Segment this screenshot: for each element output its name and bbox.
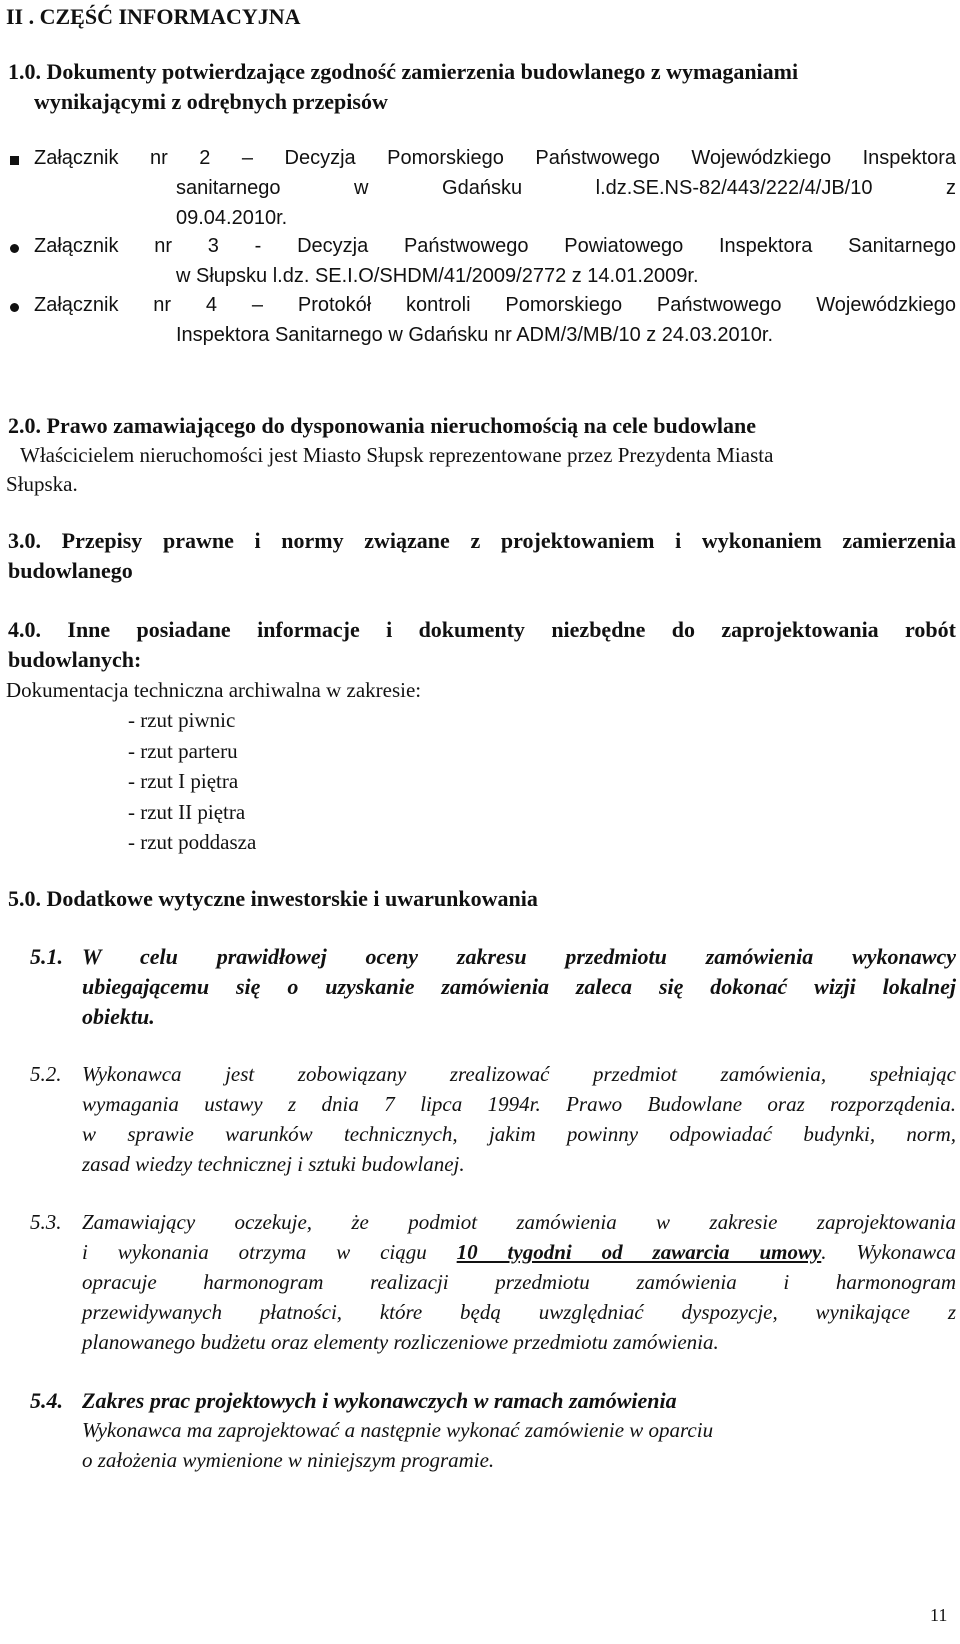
deadline-emphasis: 10 tygodni od zawarcia umowy bbox=[456, 1240, 822, 1264]
paragraph-5-1-number: 5.1. bbox=[30, 944, 63, 969]
section-3-heading-line2: budowlanego bbox=[8, 558, 133, 583]
section-2-text-line2: Słupska. bbox=[6, 472, 78, 496]
paragraph-5-3-line2-end: . Wykonawca bbox=[821, 1240, 956, 1264]
paragraph-5-3-line2-start: i wykonania otrzyma w ciągu bbox=[82, 1240, 457, 1264]
paragraph-5-3-line1: Zamawiający oczekuje, że podmiot zamówienia w zakresie zaprojektowania bbox=[82, 1210, 956, 1234]
attachment-3-line1: Załącznik nr 3 - Decyzja Państwowego Powiatowego Inspektora Sanitarnego bbox=[34, 235, 956, 257]
attachment-2-line3: 09.04.2010r. bbox=[176, 207, 288, 229]
section-4-heading-line1: 4.0. Inne posiadane informacje i dokumenty niezbędne do zaprojektowania robót bbox=[8, 617, 956, 642]
dot-bullet-icon bbox=[10, 244, 19, 253]
section-1-heading-line2: wynikającymi z odrębnych przepisów bbox=[34, 89, 388, 114]
paragraph-5-2-line4: zasad wiedzy technicznej i sztuki budowlanej. bbox=[82, 1152, 465, 1176]
paragraph-5-2-line1: Wykonawca jest zobowiązany zrealizować przedmiot zamówienia, spełniając bbox=[82, 1062, 956, 1086]
dot-bullet-icon bbox=[10, 303, 19, 312]
section-2-text-line1: Właścicielem nieruchomości jest Miasto Słupsk reprezentowane przez Prezydenta Miasta bbox=[20, 443, 774, 467]
list-item: - rzut I piętra bbox=[128, 769, 239, 793]
attachment-4-line2: Inspektora Sanitarnego w Gdańsku nr ADM/3/MB/10 z 24.03.2010r. bbox=[176, 324, 774, 346]
attachment-2-line2: sanitarnego w Gdańsku l.dz.SE.NS-82/443/222/4/JB/10 z bbox=[176, 177, 956, 199]
paragraph-5-4-line1: Wykonawca ma zaprojektować a następnie wykonać zamówienie w oparciu bbox=[82, 1418, 714, 1442]
paragraph-5-1-line1: W celu prawidłowej oceny zakresu przedmiotu zamówienia wykonawcy bbox=[82, 944, 956, 969]
paragraph-5-1-line3: obiektu. bbox=[82, 1004, 155, 1029]
paragraph-5-3-line5: planowanego budżetu oraz elementy rozliczeniowe przedmiotu zamówienia. bbox=[82, 1330, 719, 1354]
attachment-4-line1: Załącznik nr 4 – Protokół kontroli Pomorskiego Państwowego Wojewódzkiego bbox=[34, 294, 956, 316]
list-item: - rzut II piętra bbox=[128, 800, 246, 824]
section-2-heading: 2.0. Prawo zamawiającego do dysponowania nieruchomością na cele budowlane bbox=[8, 413, 756, 438]
square-bullet-icon bbox=[10, 156, 19, 165]
paragraph-5-4-number: 5.4. bbox=[30, 1388, 63, 1413]
list-item: - rzut piwnic bbox=[128, 708, 236, 732]
paragraph-5-2-number: 5.2. bbox=[30, 1062, 62, 1086]
section-1-heading-line1: 1.0. Dokumenty potwierdzające zgodność zamierzenia budowlanego z wymaganiami bbox=[8, 59, 799, 84]
paragraph-5-2-line2: wymagania ustawy z dnia 7 lipca 1994r. Prawo Budowlane oraz rozporządenia. bbox=[82, 1092, 956, 1116]
attachment-3-line2: w Słupsku l.dz. SE.I.O/SHDM/41/2009/2772 z 14.01.2009r. bbox=[176, 265, 699, 287]
list-item: - rzut poddasza bbox=[128, 830, 257, 854]
paragraph-5-4-heading: Zakres prac projektowych i wykonawczych w ramach zamówienia bbox=[82, 1388, 677, 1413]
paragraph-5-1-line2: ubiegającemu się o uzyskanie zamówienia zaleca się dokonać wizji lokalnej bbox=[82, 974, 956, 999]
part-header: II . CZĘŚĆ INFORMACYJNA bbox=[6, 4, 301, 29]
section-4-heading-line2: budowlanych: bbox=[8, 647, 142, 672]
paragraph-5-3-line4: przewidywanych płatności, które będą uwzględniać dyspozycje, wynikające z bbox=[82, 1300, 956, 1324]
paragraph-5-3-number: 5.3. bbox=[30, 1210, 62, 1234]
paragraph-5-3-line2 bbox=[82, 1240, 956, 1265]
section-3-heading-line1: 3.0. Przepisy prawne i normy związane z projektowaniem i wykonaniem zamierzenia bbox=[8, 528, 956, 553]
paragraph-5-2-line3: w sprawie warunków technicznych, jakim powinny odpowiadać budynki, norm, bbox=[82, 1122, 956, 1146]
section-4-intro: Dokumentacja techniczna archiwalna w zakresie: bbox=[6, 678, 422, 702]
page-number: 11 bbox=[930, 1605, 948, 1625]
paragraph-5-4-line2: o założenia wymienione w niniejszym programie. bbox=[82, 1448, 495, 1472]
section-5-heading: 5.0. Dodatkowe wytyczne inwestorskie i uwarunkowania bbox=[8, 886, 538, 911]
paragraph-5-3-line3: opracuje harmonogram realizacji przedmiotu zamówienia i harmonogram bbox=[82, 1270, 956, 1294]
attachment-2-line1: Załącznik nr 2 – Decyzja Pomorskiego Państwowego Wojewódzkiego Inspektora bbox=[34, 147, 956, 169]
list-item: - rzut parteru bbox=[128, 739, 238, 763]
